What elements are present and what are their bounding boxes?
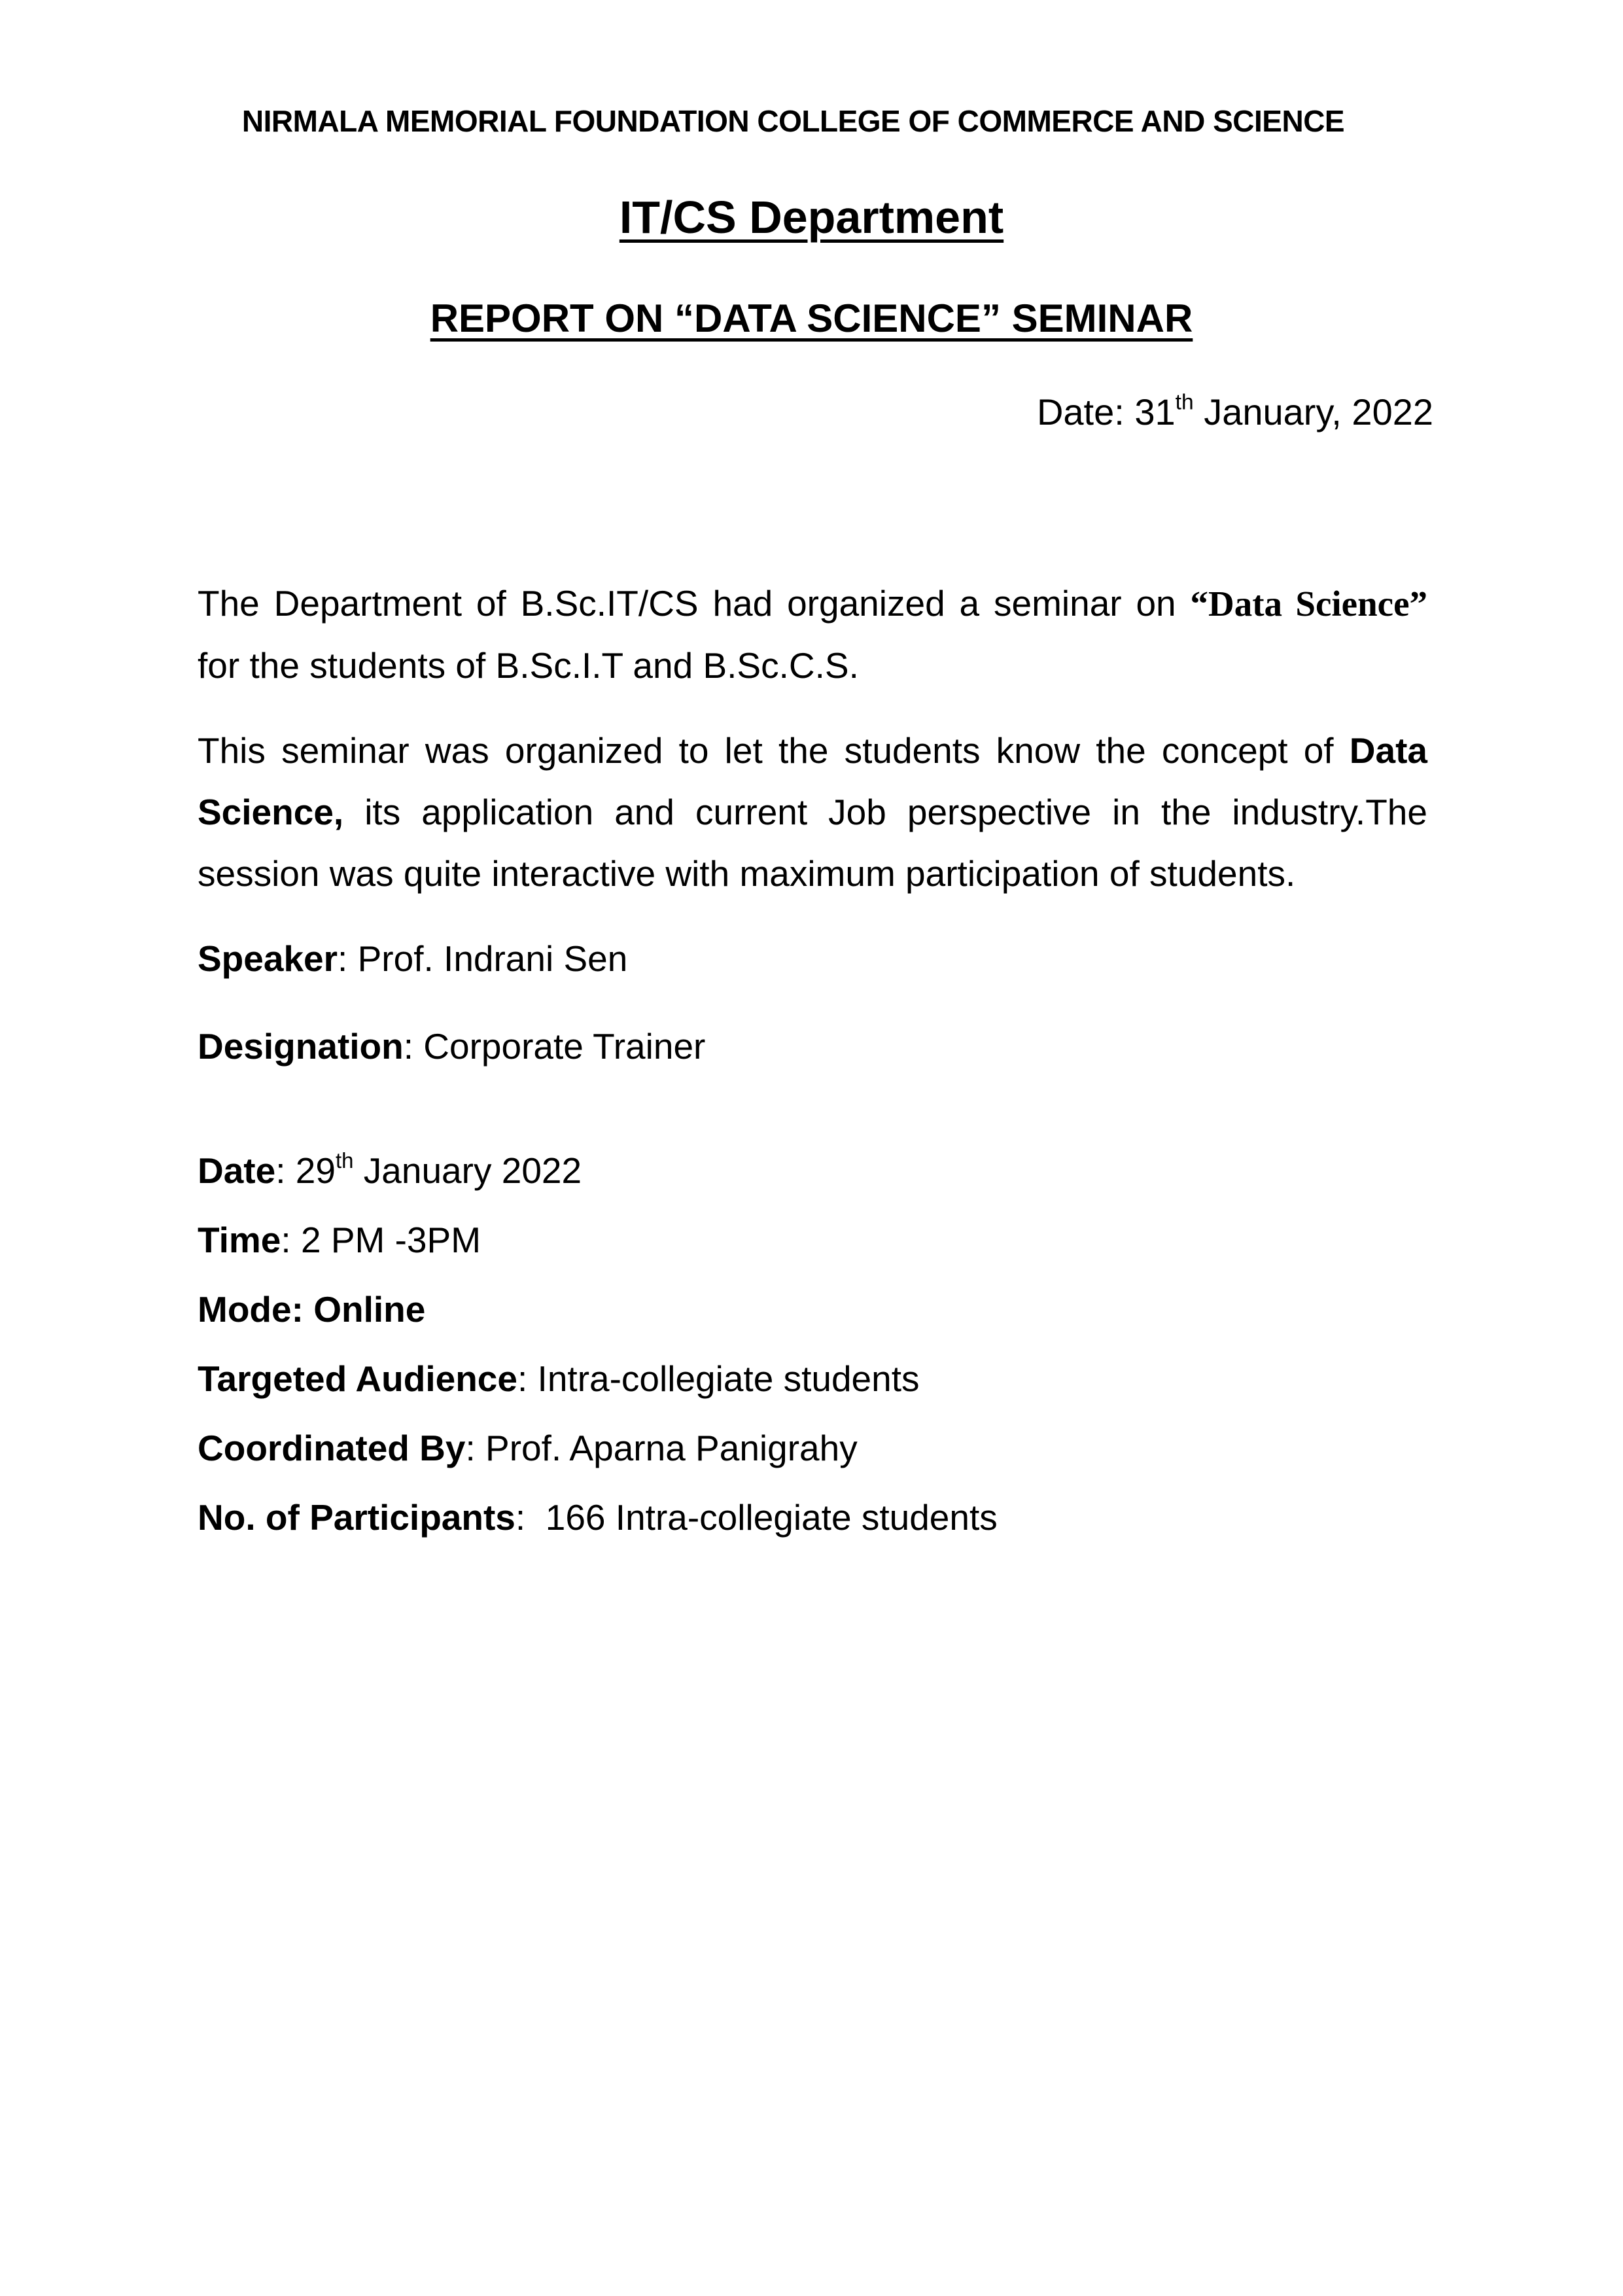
description-text-after: its application and current Job perspective in the industry.The session was quite interactive with maximum participation of students. bbox=[198, 792, 1427, 894]
date-sep: : bbox=[275, 1150, 296, 1191]
intro-text-after: for the students of B.Sc.I.T and B.Sc.C.S. bbox=[198, 645, 859, 686]
report-date-suffix: th bbox=[1175, 390, 1194, 415]
participants-field bbox=[198, 1483, 1427, 1552]
report-title: REPORT ON “DATA SCIENCE” SEMINAR bbox=[430, 296, 1193, 340]
description-text-before: This seminar was organized to let the students know the concept of bbox=[198, 730, 1350, 771]
audience-value: : Intra-collegiate students bbox=[517, 1358, 920, 1399]
department-heading bbox=[0, 185, 1623, 250]
participants-value: : 166 Intra-collegiate students bbox=[515, 1497, 998, 1538]
participants-label: No. of Participants bbox=[198, 1497, 515, 1538]
coordinator-field bbox=[198, 1413, 1427, 1483]
college-name-heading bbox=[0, 98, 1623, 144]
report-body bbox=[198, 573, 1427, 1552]
audience-label: Targeted Audience bbox=[198, 1358, 517, 1399]
speaker-field bbox=[198, 928, 1427, 989]
description-paragraph bbox=[198, 720, 1427, 904]
coordinator-value: : Prof. Aparna Panigrahy bbox=[465, 1428, 858, 1468]
intro-text-before: The Department of B.Sc.IT/CS had organized a seminar on bbox=[198, 583, 1191, 624]
event-details bbox=[198, 1136, 1427, 1552]
college-name: NIRMALA MEMORIAL FOUNDATION COLLEGE OF COMMERCE AND SCIENCE bbox=[241, 104, 1345, 138]
department-title: IT/CS Department bbox=[619, 192, 1004, 243]
report-date bbox=[1037, 386, 1433, 438]
seminar-topic: “Data Science” bbox=[1190, 584, 1427, 624]
time-field bbox=[198, 1205, 1427, 1275]
audience-field bbox=[198, 1344, 1427, 1413]
mode-field bbox=[198, 1275, 1427, 1344]
coordinator-label: Coordinated By bbox=[198, 1428, 466, 1468]
mode-label: Mode: Online bbox=[198, 1289, 426, 1330]
date-field bbox=[198, 1136, 1427, 1205]
speaker-value: : Prof. Indrani Sen bbox=[338, 938, 628, 979]
designation-field bbox=[198, 1016, 1427, 1077]
designation-value: : Corporate Trainer bbox=[403, 1026, 706, 1067]
speaker-label: Speaker bbox=[198, 938, 338, 979]
description-bold-term: Data Science, bbox=[198, 730, 1427, 832]
report-date-label: Date: bbox=[1036, 391, 1135, 433]
time-label: Time bbox=[198, 1220, 281, 1260]
report-title-heading bbox=[0, 289, 1623, 348]
time-value: : 2 PM -3PM bbox=[281, 1220, 481, 1260]
date-rest: January 2022 bbox=[353, 1150, 582, 1191]
date-day: 29 bbox=[295, 1150, 336, 1191]
intro-paragraph bbox=[198, 573, 1427, 696]
date-label: Date bbox=[198, 1150, 276, 1191]
report-date-day: 31 bbox=[1134, 391, 1176, 433]
date-suffix: th bbox=[335, 1148, 354, 1173]
report-date-rest: January, 2022 bbox=[1193, 391, 1433, 433]
designation-label: Designation bbox=[198, 1026, 404, 1067]
spacer bbox=[198, 1103, 1427, 1136]
